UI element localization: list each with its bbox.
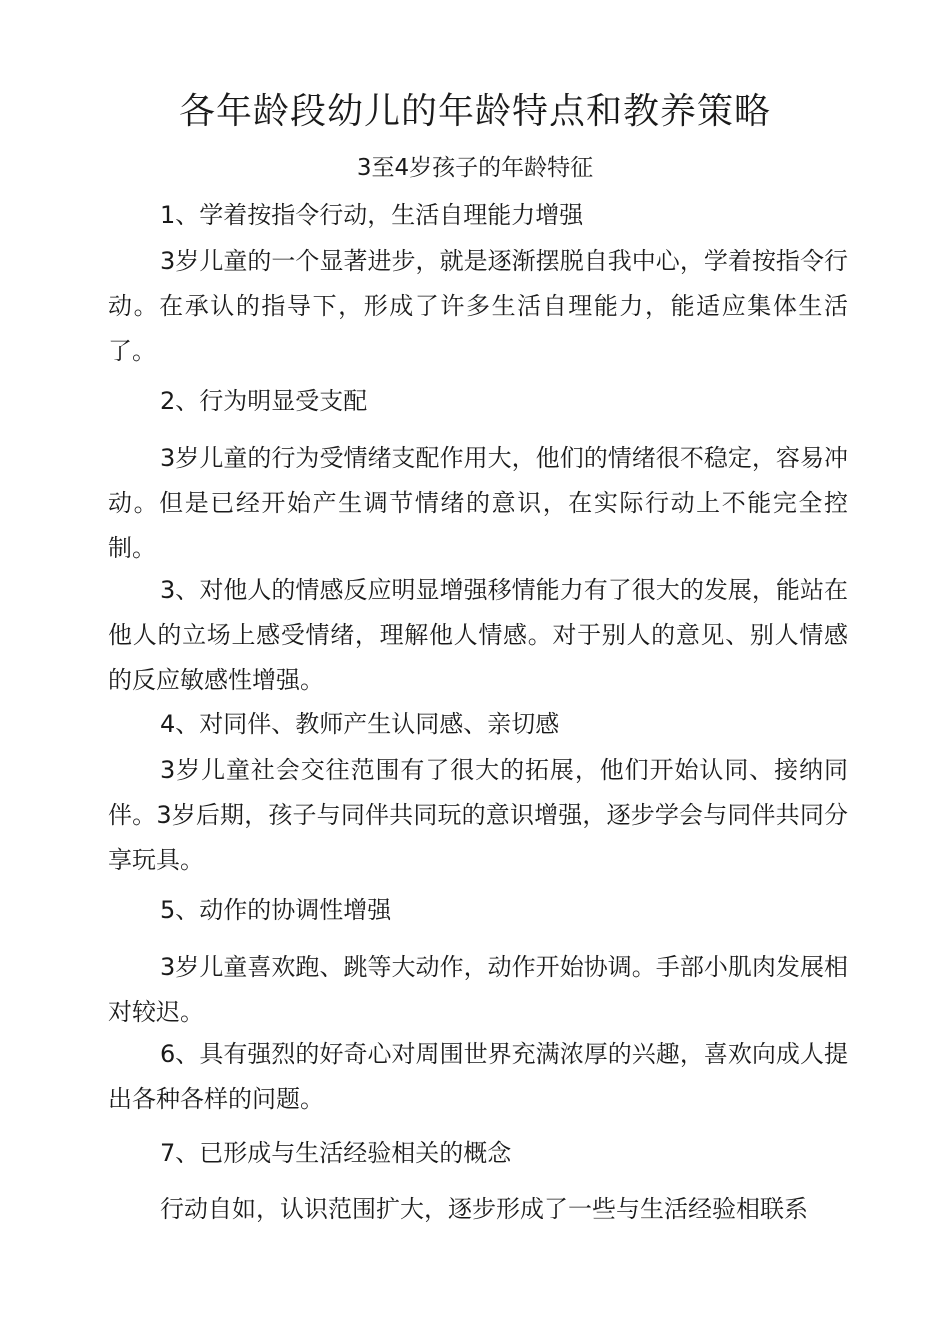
section-1-heading: 1、学着按指令行动，生活自理能力增强 xyxy=(160,201,584,229)
document-subtitle: 3至4岁孩子的年龄特征 xyxy=(356,155,594,181)
section-3-paragraph: 3、对他人的情感反应明显增强移情能力有了很大的发展，能站在他人的立场上感受情绪，理解他人情感。对于别人的意见、别人情感的反应敏感性增强。 xyxy=(108,576,848,694)
section-5-heading: 5、动作的协调性增强 xyxy=(160,896,392,924)
section-1-body: 3岁儿童的一个显著进步，就是逐渐摆脱自我中心，学着按指令行动。在承认的指导下，形成了许多生活自理能力，能适应集体生活了。 xyxy=(108,247,848,365)
document-title: 各年龄段幼儿的年龄特点和教养策略 xyxy=(178,91,771,132)
section-6-paragraph: 6、具有强烈的好奇心对周围世界充满浓厚的兴趣，喜欢向成人提出各种各样的问题。 xyxy=(108,1040,848,1113)
section-4-heading: 4、对同伴、教师产生认同感、亲切感 xyxy=(160,710,560,738)
section-2-heading: 2、行为明显受支配 xyxy=(160,387,368,415)
section-7-heading: 7、已形成与生活经验相关的概念 xyxy=(160,1139,512,1167)
section-4-body: 3岁儿童社会交往范围有了很大的拓展，他们开始认同、接纳同伴。3岁后期，孩子与同伴共同玩的意识增强，逐步学会与同伴共同分享玩具。 xyxy=(108,756,848,874)
section-2-body: 3岁儿童的行为受情绪支配作用大，他们的情绪很不稳定，容易冲动。但是已经开始产生调节情绪的意识，在实际行动上不能完全控制。 xyxy=(108,444,848,562)
section-7-body: 行动自如，认识范围扩大，逐步形成了一些与生活经验相联系 xyxy=(160,1195,808,1223)
section-5-body: 3岁儿童喜欢跑、跳等大动作，动作开始协调。手部小肌肉发展相对较迟。 xyxy=(108,953,848,1026)
